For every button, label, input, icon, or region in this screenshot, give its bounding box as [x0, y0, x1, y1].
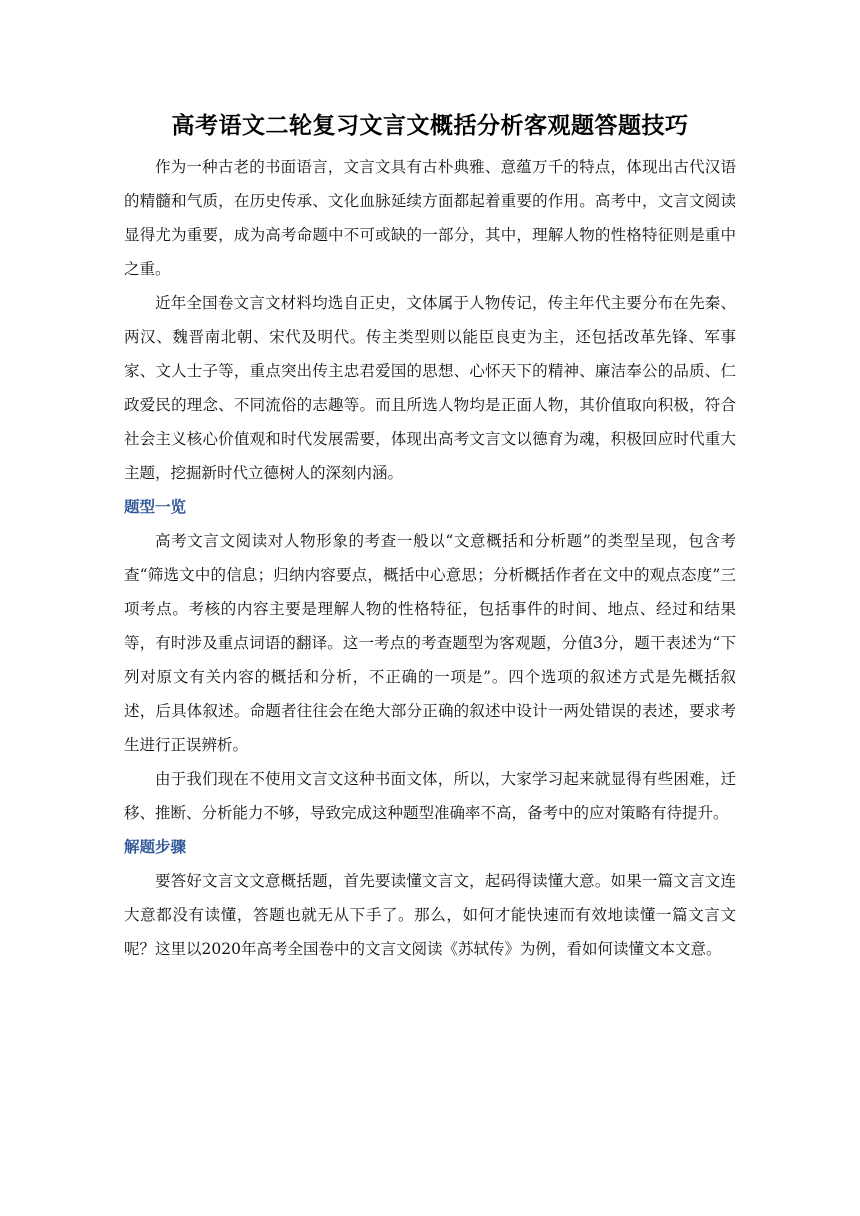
question-types-paragraph-1: 高考文言文阅读对人物形象的考查一般以“文意概括和分析题”的类型呈现，包含考查“筛选文中的信息；归纳内容要点，概括中心意思；分析概括作者在文中的观点态度”三项考点。考核的内容主要是理解人物的性格特征，包括事件的时间、地点、经过和结果等，有时涉及重点词语的翻译。这一考点的考查题型为客观题，分值3分，题干表述为“下列对原文有关内容的概括和分析，不正确的一项是”。四个选项的叙述方式是先概括叙述，后具体叙述。命题者往往会在绝大部分正确的叙述中设计一两处错误的表述，要求考生进行正误辨析。 — [124, 532, 736, 754]
question-types-paragraph-2: 由于我们现在不使用文言文这种书面文体，所以，大家学习起来就显得有些困难，迁移、推断、分析能力不够，导致完成这种题型准确率不高，备考中的应对策略有待提升。 — [124, 770, 736, 822]
document-title: 高考语文二轮复习文言文概括分析客观题答题技巧 — [171, 113, 689, 139]
section-heading-solution-steps: 解题步骤 — [124, 838, 187, 856]
intro-paragraph-1: 作为一种古老的书面语言，文言文具有古朴典雅、意蕴万千的特点，体现出古代汉语的精髓和气质，在历史传承、文化血脉延续方面都起着重要的作用。高考中，文言文阅读显得尤为重要，成为高考命题中不可或缺的一部分，其中，理解人物的性格特征则是重中之重。 — [124, 158, 736, 278]
section-solution-steps — [124, 830, 736, 966]
section-question-types — [124, 490, 736, 830]
intro-paragraph-2: 近年全国卷文言文材料均选自正史，文体属于人物传记，传主年代主要分布在先秦、两汉、魏晋南北朝、宋代及明代。传主类型则以能臣良吏为主，还包括改革先锋、军事家、文人士子等，重点突出传主忠君爱国的思想、心怀天下的精神、廉洁奉公的品质、仁政爱民的理念、不同流俗的志趣等。而且所选人物均是正面人物，其价值取向积极，符合社会主义核心价值观和时代发展需要，体现出高考文言文以德育为魂，积极回应时代重大主题，挖掘新时代立德树人的深刻内涵。 — [124, 294, 736, 482]
section-heading-question-types: 题型一览 — [124, 498, 187, 516]
solution-steps-paragraph-1: 要答好文言文文意概括题，首先要读懂文言文，起码得读懂大意。如果一篇文言文连大意都没有读懂，答题也就无从下手了。那么，如何才能快速而有效地读懂一篇文言文呢？这里以2020年高考全国卷中的文言文阅读《苏轼传》为例，看如何读懂文本文意。 — [124, 872, 736, 958]
